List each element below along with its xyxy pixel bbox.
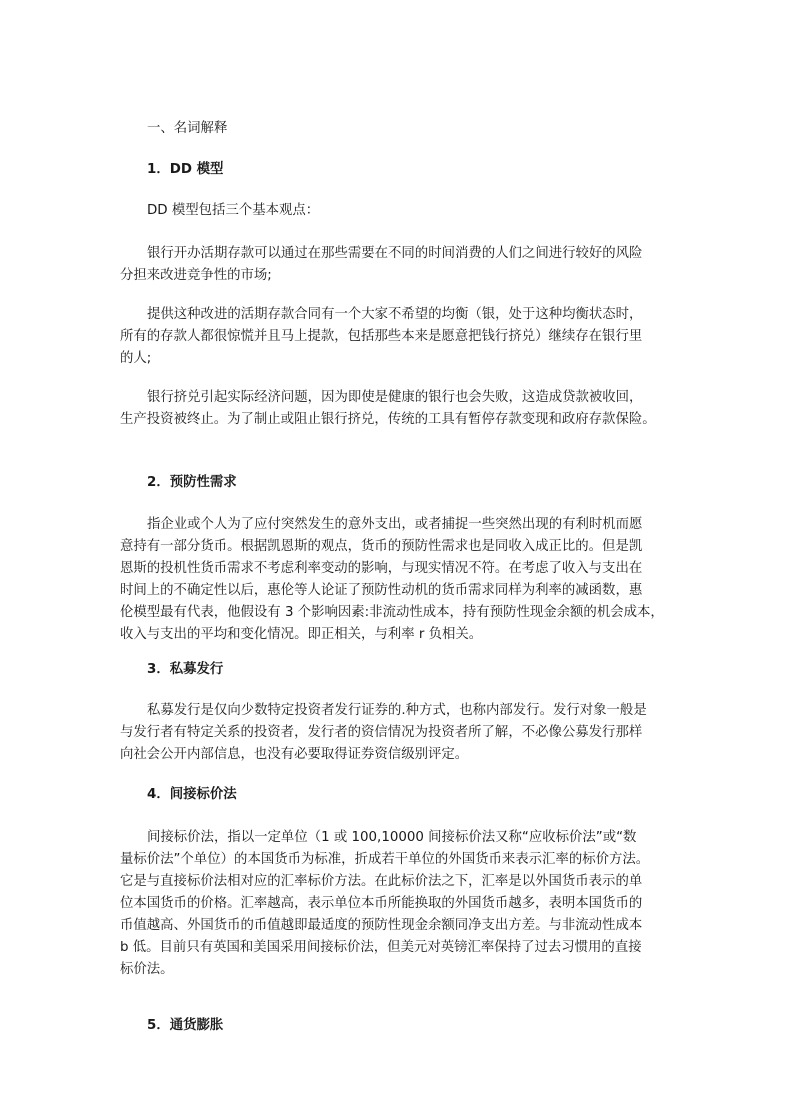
text-line: 分担来改进竞争性的市场; <box>120 268 272 283</box>
heading-inflation: 5．通货膨胀 <box>147 1018 224 1033</box>
text-line: 伦模型最有代表，他假设有 3 个影响因素:非流动性成本，持有预防性现金余额的机会成本， <box>120 605 664 620</box>
indirect-quotation-paragraph <box>120 827 680 849</box>
dd-paragraph-3 <box>120 387 680 409</box>
precautionary-paragraph <box>120 514 680 536</box>
text-line: 提供这种改进的活期存款合同有一个大家不希望的均衡（银，处于这种均衡状态时， <box>147 307 643 322</box>
text-line: 位本国货币的价格。汇率越高，表示单位本币所能换取的外国货币越多，表明本国货币的 <box>120 896 643 911</box>
dd-paragraph-2-cont <box>120 326 680 370</box>
private-placement-paragraph <box>120 700 680 722</box>
dd-paragraph-1 <box>120 243 680 265</box>
heading-precautionary-demand: 2．预防性需求 <box>147 475 237 490</box>
text-line: 指企业或个人为了应付突然发生的意外支出，或者捕捉一些突然出现的有利时机而愿 <box>147 517 643 532</box>
text-line: b 低。目前只有英国和美国采用间接标价法，但美元对英镑汇率保持了过去习惯用的直接 <box>120 940 642 955</box>
text-line: 间接标价法，指以一定单位（1 或 100,10000 间接标价法又称“应收标价法”或“数 <box>147 830 637 845</box>
text-line: 币值越高、外国货币的币值越即最适度的预防性现金余额同净支出方差。与非流动性成本 <box>120 918 643 933</box>
text-line: 量标价法”个单位）的本国货币为标准，折成若干单位的外国货币来表示汇率的标价方法。 <box>120 852 650 867</box>
text-line: 向社会公开内部信息，也没有必要取得证券资信级别评定。 <box>120 747 469 762</box>
indirect-quotation-paragraph-cont <box>120 849 680 981</box>
text-line: 收入与支出的平均和变化情况。即正相关，与利率 r 负相关。 <box>120 627 483 642</box>
text-line: 所有的存款人都很惊慌并且马上提款，包括那些本来是愿意把钱行挤兑）继续存在银行里 <box>120 329 643 344</box>
text-line: 私募发行是仅向少数特定投资者发行证券的.种方式，也称内部发行。发行对象一般是 <box>147 703 647 718</box>
heading-dd-model: 1．DD 模型 <box>147 162 224 177</box>
dd-paragraph-1-cont <box>120 265 680 287</box>
text-line: 生产投资被终止。为了制止或阻止银行挤兑，传统的工具有暂停存款变现和政府存款保险。 <box>120 412 656 427</box>
text-line: 意持有一部分货币。根据凯恩斯的观点，货币的预防性需求也是同收入成正比的。但是凯 <box>120 539 643 554</box>
text-line: 标价法。 <box>120 962 174 977</box>
private-placement-paragraph-cont <box>120 722 680 766</box>
text-line: 银行开办活期存款可以通过在那些需要在不同的时间消费的人们之间进行较好的风险 <box>147 246 643 261</box>
text-line: 恩斯的投机性货币需求不考虑利率变动的影响，与现实情况不符。在考虑了收入与支出在 <box>120 561 643 576</box>
text-line: 它是与直接标价法相对应的汇率标价方法。在此标价法之下，汇率是以外国货币表示的单 <box>120 874 643 889</box>
text-line: 时间上的不确定性以后，惠伦等人论证了预防性动机的货币需求同样为利率的减函数，惠 <box>120 583 643 598</box>
text-line: 银行挤兑引起实际经济问题，因为即使是健康的银行也会失败，这造成贷款被收回， <box>147 390 643 405</box>
precautionary-paragraph-cont <box>120 536 680 646</box>
dd-paragraph-3-cont <box>120 409 680 431</box>
dd-paragraph-2 <box>120 304 680 326</box>
dd-intro: DD 模型包括三个基本观点： <box>147 203 320 218</box>
text-line: 与发行者有特定关系的投资者，发行者的资信情况为投资者所了解，不必像公募发行那样 <box>120 725 643 740</box>
heading-private-placement: 3．私募发行 <box>147 662 224 677</box>
text-line: 的人; <box>120 351 152 366</box>
section-title: 一、名词解释 <box>147 121 228 136</box>
heading-indirect-quotation: 4．间接标价法 <box>147 787 237 802</box>
